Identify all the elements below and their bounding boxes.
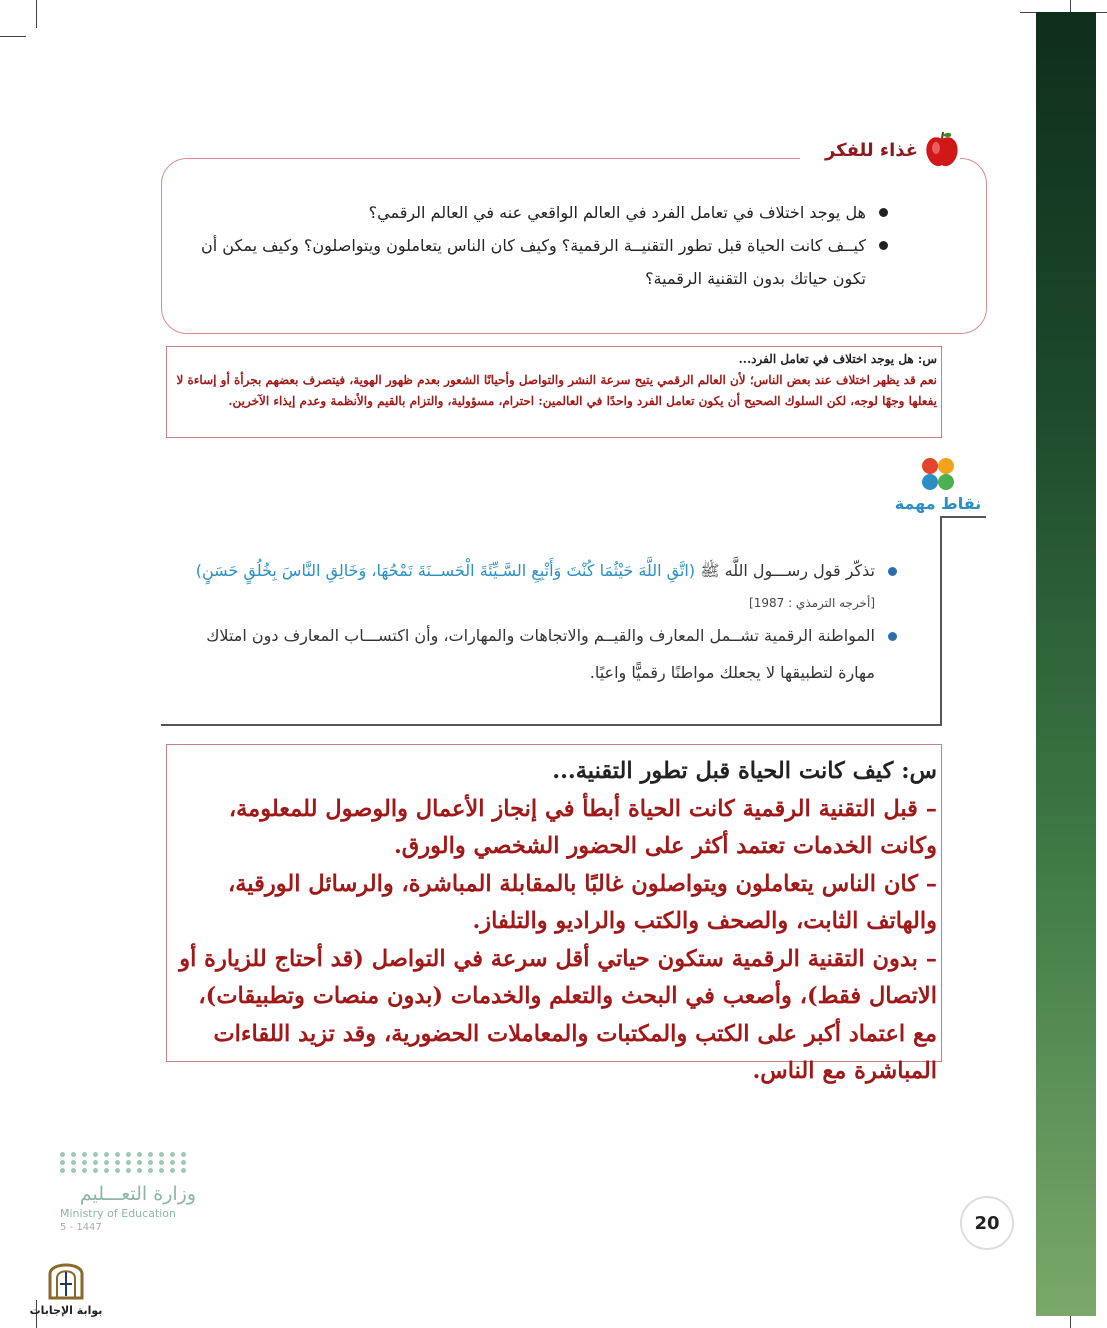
food-for-thought-questions bbox=[170, 196, 890, 295]
point-item: المواطنة الرقمية تشــمل المعارف والقيــم والاتجاهات والمهارات، وأن اكتســـاب المعارف دون امتلاك مهارة لتطبيقها لا يجعلك مواطنًا رقميًّا واعيًا. bbox=[179, 617, 899, 691]
portal-icon bbox=[46, 1256, 86, 1300]
important-points-list bbox=[179, 552, 899, 691]
ministry-logo bbox=[60, 1152, 200, 1262]
answer-1-question: س: هل يوجد اختلاف في تعامل الفرد... bbox=[738, 352, 937, 366]
pinwheel-icon bbox=[920, 456, 956, 492]
answer-2-line: – قبل التقنية الرقمية كانت الحياة أبطأ في إنجاز الأعمال والوصول للمعلومة، وكانت الخدمات تعتمد أكثر على الحضور الشخصي والورق. bbox=[228, 795, 937, 859]
ministry-name-ar: وزارة التعـــليم bbox=[79, 1183, 196, 1205]
important-points-title: نقاط مهمة bbox=[894, 494, 982, 513]
food-for-thought-header bbox=[800, 126, 960, 174]
crop-mark bbox=[36, 0, 37, 28]
ministry-dots-icon bbox=[60, 1152, 196, 1173]
hadith-text: (اتَّقِ اللَّهَ حَيْثُمَا كُنْتَ وَأَتْبِعِ السَّـيِّئَةَ الْحَســنَةَ تَمْحُهَا، وَخَالِقِ النَّاسَ بِخُلُقٍ حَسَنٍ) bbox=[195, 561, 696, 580]
ministry-name-en: Ministry of Education bbox=[60, 1207, 177, 1220]
question-item: كيــف كانت الحياة قبل تطور التقنيــة الرقمية؟ وكيف كان الناس يتعاملون ويتواصلون؟ وكيف يمكن أن تكون حياتك بدون التقنية الرقمية؟ bbox=[170, 229, 890, 295]
frame-line bbox=[161, 724, 942, 726]
frame-line bbox=[940, 516, 942, 726]
important-points-header bbox=[890, 452, 986, 516]
green-sidebar bbox=[1036, 12, 1096, 1316]
question-item: هل يوجد اختلاف في تعامل الفرد في العالم الواقعي عنه في العالم الرقمي؟ bbox=[170, 196, 890, 229]
crop-mark bbox=[0, 36, 26, 37]
answer-2-question: س: كيف كانت الحياة قبل تطور التقنية... bbox=[552, 758, 937, 784]
ministry-year: 5 - 1447 bbox=[60, 1222, 102, 1233]
apple-icon bbox=[924, 131, 960, 169]
portal-label: بوابة الإجابات bbox=[29, 1304, 103, 1317]
answer-box-2 bbox=[166, 744, 942, 1084]
point-1-prefix: تذكّر قول رســـول اللَّه ﷺ bbox=[700, 561, 875, 580]
answer-2-line: – بدون التقنية الرقمية ستكون حياتي أقل سرعة في التواصل (قد أحتاج للزيارة أو الاتصال فقط)، وأصعب في البحث والتعلم والخدمات (بدون منصات وتطبيقات)، مع اعتماد أكبر على الكتب والمكتبات والمعاملات الحضورية، وقد تزيد اللقاءات المباشرة مع الناس. bbox=[179, 945, 937, 1084]
answer-box-1 bbox=[166, 346, 942, 438]
answer-1-text: نعم قد يظهر اختلاف عند بعض الناس؛ لأن العالم الرقمي يتيح سرعة النشر والتواصل وأحيانًا الشعور بعدم ظهور الهوية، فيتصرف بعضهم بجرأة أو إساءة لا يفعلها وجهًا لوجه، لكن السلوك الصحيح أن يكون تعامل الفرد واحدًا في العالمين: احترام، مسؤولية، والتزام بالقيم والأنظمة وعدم إيذاء الآخرين. bbox=[176, 373, 937, 408]
page-number: 20 bbox=[960, 1196, 1014, 1250]
frame-line bbox=[940, 516, 986, 518]
hadith-source: [أخرجه الترمذي : 1987] bbox=[749, 596, 875, 610]
answers-portal-logo[interactable] bbox=[28, 1256, 104, 1322]
answer-2-line: – كان الناس يتعاملون ويتواصلون غالبًا بالمقابلة المباشرة، والرسائل الورقية، والهاتف الثابت، والصحف والكتب والراديو والتلفاز. bbox=[227, 870, 937, 934]
food-for-thought-title: غذاء للفكر bbox=[824, 139, 918, 161]
point-item bbox=[179, 552, 899, 589]
